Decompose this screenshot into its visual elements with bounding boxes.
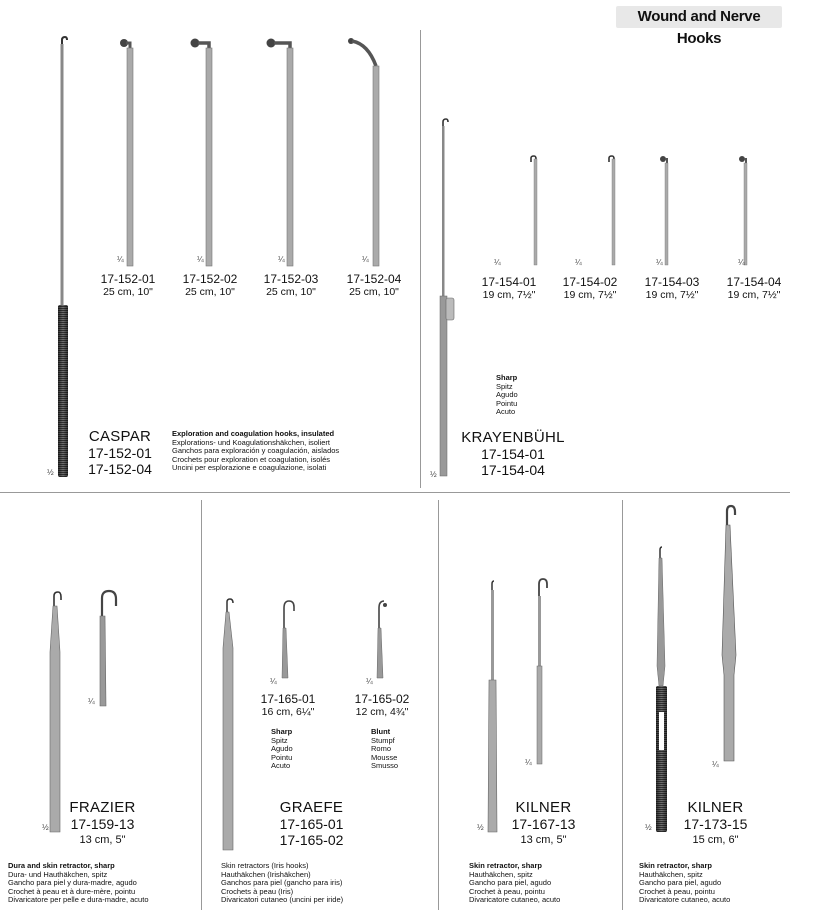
item-size: 25 cm, 10" [103, 286, 153, 298]
krayenbuhl-hook-full-illustration [438, 118, 462, 480]
description-line: Divaricatore cutaneo, acuto [469, 895, 561, 904]
caspar-name-block [75, 429, 165, 477]
product-code: 17-167-13 [511, 816, 576, 832]
divider-bottom-1 [201, 500, 202, 910]
description-line: Crochets pour exploration et coagulation, isolés [172, 454, 331, 464]
property-line: Spitz [271, 735, 288, 745]
description-line: Crochets à peau (Iris) [221, 886, 294, 896]
scale-label: ½ [430, 470, 437, 479]
property-line: Agudo [496, 390, 518, 399]
description-line: Divaricatori cutaneo (uncini per iride) [221, 895, 344, 904]
caspar-handle [58, 305, 68, 477]
kilner-173-name-block [668, 800, 763, 848]
hook-17-154-03-icon [659, 155, 673, 267]
description-line: Exploration and coagulation hooks, insulated [172, 429, 335, 438]
product-name: CASPAR [88, 428, 152, 445]
description-line: Divaricatore per pelle e dura-madre, acuto [8, 895, 149, 904]
item-17-152-04 [329, 273, 419, 299]
item-size: 19 cm, 7½" [482, 289, 536, 301]
item-size: 12 cm, 4¾" [355, 706, 409, 718]
graefe-blunt-properties [371, 728, 398, 771]
description-line: Skin retractor, sharp [639, 861, 712, 870]
item-code: 17-154-04 [726, 275, 782, 289]
item-size: 25 cm, 10" [185, 286, 235, 298]
item-size: 25 cm, 10" [266, 286, 316, 298]
caspar-description [172, 430, 339, 473]
hook-17-154-01-icon [528, 155, 542, 267]
product-size: 13 cm, 5" [520, 834, 567, 846]
graefe-sharp-properties [271, 728, 293, 771]
description-line: Ganchos para exploración y coagulación, aislados [172, 446, 340, 455]
product-code: 17-159-13 [70, 816, 135, 832]
scale-label: ¼ [712, 760, 719, 769]
product-name: FRAZIER [69, 799, 136, 816]
property-line: Romo [371, 744, 392, 753]
description-line: Ganchos para piel (gancho para iris) [221, 878, 343, 887]
item-17-165-02 [337, 693, 427, 719]
item-17-154-04 [709, 276, 799, 302]
item-code: 17-152-01 [100, 272, 156, 286]
property-line: Sharp [496, 373, 518, 382]
range-start: 17-152-01 [88, 445, 152, 461]
scale-label: ¼ [88, 697, 95, 706]
item-code: 17-165-01 [260, 692, 316, 706]
frazier-hook-detail-icon [96, 590, 120, 708]
range-end: 17-165-02 [279, 832, 344, 848]
description-line: Crochet à peau et à dure-mère, pointu [8, 886, 136, 896]
description-line: Gancho para piel, agudo [639, 878, 722, 887]
product-name: KILNER [515, 799, 572, 816]
description-line: Uncini per esplorazione e coagulazione, isolati [172, 463, 327, 472]
scale-label: ¼ [362, 255, 369, 264]
property-line: Blunt [371, 727, 391, 736]
range-start: 17-165-01 [279, 816, 344, 832]
scale-label: ¼ [278, 255, 285, 264]
property-line: Acuto [496, 407, 516, 416]
item-code: 17-152-04 [346, 272, 402, 286]
description-line: Skin retractor, sharp [469, 861, 542, 870]
property-line: Spitz [496, 381, 513, 391]
scale-label: ½ [477, 823, 484, 832]
scale-label: ¼ [575, 258, 582, 267]
item-17-165-01 [243, 693, 333, 719]
item-17-154-02 [545, 276, 635, 302]
graefe-description [221, 862, 343, 905]
description-line: Dura- und Hauthäkchen, spitz [8, 869, 108, 879]
scale-label: ¼ [525, 758, 532, 767]
product-size: 13 cm, 5" [79, 834, 126, 846]
property-line: Agudo [271, 744, 293, 753]
item-code: 17-152-02 [182, 272, 238, 286]
frazier-description [8, 862, 149, 905]
item-code: 17-154-03 [644, 275, 700, 289]
description-line: Crochet à peau, pointu [639, 886, 715, 896]
item-size: 19 cm, 7½" [563, 289, 617, 301]
kilner-167-hook-full-illustration [484, 580, 504, 836]
property-line: Stumpf [371, 735, 395, 745]
description-line: Hauthäkchen, spitz [639, 869, 703, 879]
item-17-152-01 [83, 273, 173, 299]
property-line: Pointu [496, 398, 518, 408]
graefe-hook-full-illustration [218, 598, 242, 854]
property-line: Acuto [271, 761, 291, 770]
scale-label: ¼ [197, 255, 204, 264]
scale-label: ¼ [270, 677, 277, 686]
frazier-name-block [55, 800, 150, 848]
graefe-name-block [264, 800, 359, 848]
item-code: 17-152-03 [263, 272, 319, 286]
hook-17-165-01-icon [278, 600, 298, 680]
description-line: Gancho para piel, agudo [469, 878, 552, 887]
divider-bottom-2 [438, 500, 439, 910]
kilner-173-handle [656, 686, 667, 832]
item-17-154-01 [464, 276, 554, 302]
range-end: 17-154-04 [481, 462, 545, 478]
hook-17-154-04-icon [738, 155, 752, 267]
range-start: 17-154-01 [481, 446, 545, 462]
kilner-167-name-block [496, 800, 591, 848]
scale-label: ¼ [494, 258, 501, 267]
item-17-152-02 [165, 273, 255, 299]
property-line: Smusso [371, 761, 399, 770]
scale-label: ½ [42, 823, 49, 832]
krayenbuhl-name-block [458, 430, 568, 478]
scale-label: ¼ [738, 258, 745, 267]
item-code: 17-154-02 [562, 275, 618, 289]
scale-label: ¼ [117, 255, 124, 264]
product-code: 17-173-15 [683, 816, 748, 832]
description-line: Gancho para piel y dura-madre, agudo [8, 878, 137, 887]
hook-17-165-02-icon [373, 600, 393, 680]
product-name: KILNER [687, 799, 744, 816]
product-size: 15 cm, 6" [692, 834, 739, 846]
hook-17-152-03-icon [265, 36, 299, 266]
hook-17-152-02-icon [189, 36, 219, 266]
product-name: GRAEFE [279, 799, 344, 816]
description-line: Hauthäkchen, spitz [469, 869, 533, 879]
hook-17-152-04-icon [348, 36, 382, 266]
property-line: Sharp [271, 727, 293, 736]
hook-17-152-01-icon [118, 36, 142, 266]
item-17-152-03 [246, 273, 336, 299]
description-line: Dura and skin retractor, sharp [8, 861, 115, 870]
item-17-154-03 [627, 276, 717, 302]
description-line: Explorations- und Koagulationshäkchen, isoliert [172, 437, 331, 447]
kilner-167-hook-detail-icon [533, 578, 551, 766]
kilner-173-handle-window [659, 712, 664, 750]
item-code: 17-154-01 [481, 275, 537, 289]
scale-label: ¼ [656, 258, 663, 267]
divider-horizontal [0, 492, 790, 493]
item-code: 17-165-02 [354, 692, 410, 706]
kilner-173-hook-detail-icon [716, 505, 746, 765]
scale-label: ½ [47, 468, 54, 477]
description-line: Hauthäkchen (Irishäkchen) [221, 869, 311, 879]
item-size: 16 cm, 6¼" [261, 706, 315, 718]
property-line: Pointu [271, 752, 293, 762]
page-title: Wound and Nerve Hooks [616, 6, 782, 28]
description-line: Divaricatore cutaneo, acuto [639, 895, 731, 904]
description-line: Skin retractors (Iris hooks) [221, 861, 309, 870]
divider-bottom-3 [622, 500, 623, 910]
item-size: 25 cm, 10" [349, 286, 399, 298]
divider-top-vertical [420, 30, 421, 488]
item-size: 19 cm, 7½" [645, 289, 699, 301]
krayenbuhl-properties [496, 374, 518, 417]
kilner-173-description [639, 862, 730, 905]
range-end: 17-152-04 [88, 461, 152, 477]
property-line: Mousse [371, 752, 398, 762]
scale-label: ½ [645, 823, 652, 832]
hook-17-154-02-icon [606, 155, 620, 267]
item-size: 19 cm, 7½" [727, 289, 781, 301]
scale-label: ¼ [366, 677, 373, 686]
product-name: KRAYENBÜHL [461, 429, 565, 446]
description-line: Crochet à peau, pointu [469, 886, 545, 896]
kilner-167-description [469, 862, 560, 905]
